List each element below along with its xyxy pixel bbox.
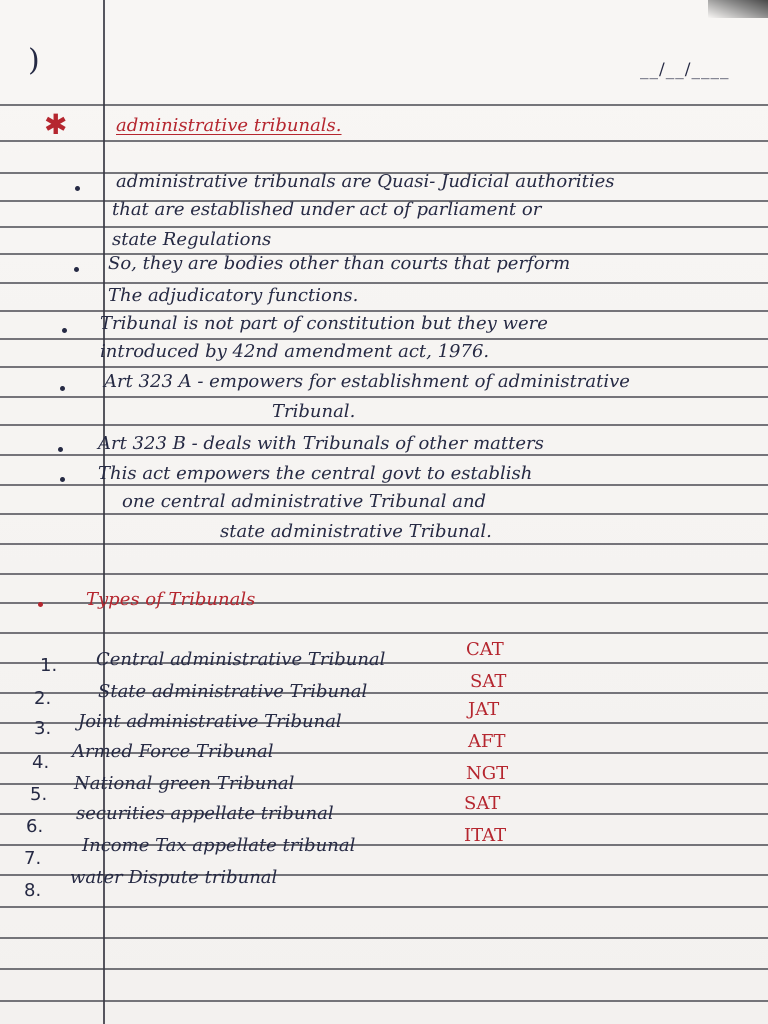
tribunal-name: Joint administrative Tribunal bbox=[78, 711, 342, 732]
note-line: This act empowers the central govt to establish bbox=[98, 463, 533, 484]
ruled-line bbox=[0, 338, 768, 340]
ruled-line bbox=[0, 454, 768, 456]
date-field: __/__/____ bbox=[640, 60, 730, 80]
list-number: 3. bbox=[34, 718, 52, 739]
ruled-line bbox=[0, 226, 768, 228]
ruled-line bbox=[0, 543, 768, 545]
ruled-line bbox=[0, 396, 768, 398]
tribunal-name: securities appellate tribunal bbox=[76, 803, 334, 824]
note-line: state Regulations bbox=[112, 229, 272, 250]
tribunal-abbr: SAT bbox=[470, 671, 507, 692]
list-number: 5. bbox=[30, 784, 48, 805]
tribunal-abbr: NGT bbox=[466, 763, 509, 784]
note-line: introduced by 42nd amendment act, 1976. bbox=[100, 341, 490, 362]
list-number: 6. bbox=[26, 816, 44, 837]
note-line: Art 323 B - deals with Tribunals of other matters bbox=[98, 433, 544, 454]
ruled-line bbox=[0, 573, 768, 575]
note-line: one central administrative Tribunal and bbox=[122, 491, 487, 512]
ruled-line bbox=[0, 513, 768, 515]
note-line: Tribunal is not part of constitution but they were bbox=[100, 313, 548, 334]
ruled-line bbox=[0, 968, 768, 970]
ruled-line bbox=[0, 484, 768, 486]
note-line: state administrative Tribunal. bbox=[220, 521, 492, 542]
bullet-dot bbox=[60, 386, 65, 391]
page-corner-shadow bbox=[708, 0, 768, 18]
tribunal-abbr: CAT bbox=[466, 639, 504, 660]
list-number: 4. bbox=[32, 752, 50, 773]
ruled-line bbox=[0, 104, 768, 106]
ruled-line bbox=[0, 1000, 768, 1002]
list-number: 7. bbox=[24, 848, 42, 869]
page-mark: ) bbox=[28, 43, 40, 78]
tribunal-abbr: JAT bbox=[468, 699, 500, 720]
bullet-dot bbox=[75, 186, 80, 191]
ruled-line bbox=[0, 906, 768, 908]
ruled-line bbox=[0, 424, 768, 426]
tribunal-name: National green Tribunal bbox=[74, 773, 295, 794]
note-line: that are established under act of parliament or bbox=[112, 199, 542, 220]
ruled-line bbox=[0, 632, 768, 634]
star-icon: ✱ bbox=[44, 108, 68, 141]
section-heading: administrative tribunals. bbox=[116, 115, 342, 136]
ruled-line bbox=[0, 937, 768, 939]
tribunal-name: Income Tax appellate tribunal bbox=[82, 835, 356, 856]
tribunal-name: State administrative Tribunal bbox=[98, 681, 368, 702]
ruled-line bbox=[0, 282, 768, 284]
bullet-dot bbox=[62, 328, 67, 333]
ruled-line bbox=[0, 310, 768, 312]
note-line: So, they are bodies other than courts that perform bbox=[108, 253, 571, 274]
bullet-dot bbox=[58, 447, 63, 452]
bullet-dot bbox=[74, 267, 79, 272]
list-number: 8. bbox=[24, 880, 42, 901]
note-line: administrative tribunals are Quasi- Judicial authorities bbox=[116, 171, 615, 192]
note-line: Art 323 A - empowers for establishment of administrative bbox=[104, 371, 630, 392]
tribunal-abbr: SAT bbox=[464, 793, 501, 814]
note-line: The adjudicatory functions. bbox=[108, 285, 359, 306]
ruled-line bbox=[0, 140, 768, 142]
tribunal-abbr: ITAT bbox=[464, 825, 507, 846]
note-line: Tribunal. bbox=[272, 401, 356, 422]
tribunal-name: Central administrative Tribunal bbox=[96, 649, 386, 670]
bullet-dot bbox=[38, 602, 43, 607]
tribunal-name: Armed Force Tribunal bbox=[72, 741, 274, 762]
bullet-dot bbox=[60, 477, 65, 482]
types-heading: Types of Tribunals bbox=[86, 589, 256, 610]
list-number: 1. bbox=[40, 655, 58, 676]
tribunal-name: water Dispute tribunal bbox=[70, 867, 278, 888]
ruled-line bbox=[0, 366, 768, 368]
list-number: 2. bbox=[34, 688, 52, 709]
tribunal-abbr: AFT bbox=[468, 731, 506, 752]
